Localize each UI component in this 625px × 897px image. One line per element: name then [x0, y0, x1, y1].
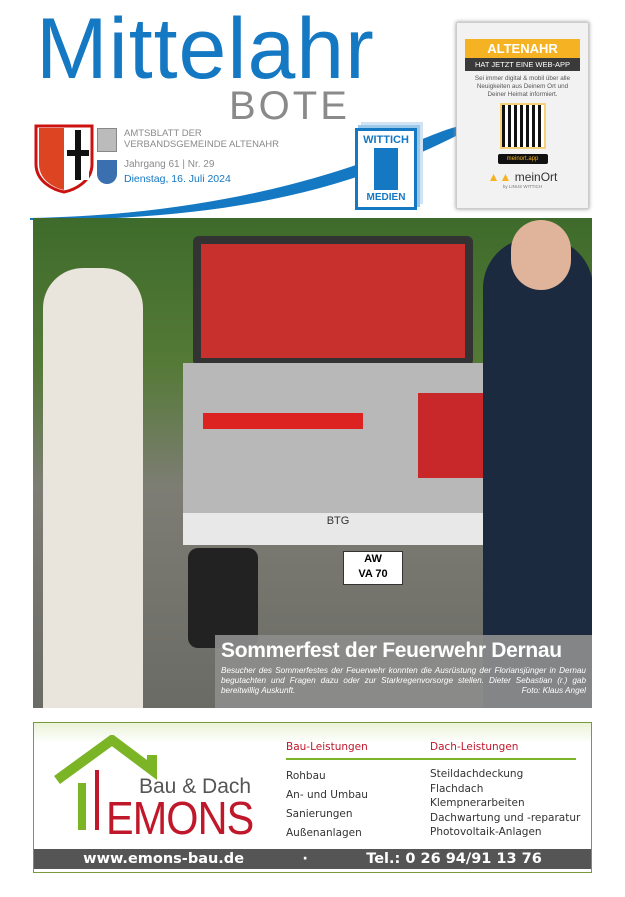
- webapp-promo[interactable]: [456, 22, 589, 209]
- photo-credit: Foto: Klaus Angel: [521, 686, 586, 695]
- meinort-icon: ▲▲: [487, 170, 515, 184]
- masthead-title: Mittelahr: [36, 1, 375, 97]
- service-item: Steildachdeckung: [430, 768, 524, 780]
- crest-icon: [97, 160, 117, 184]
- issue-date: Dienstag, 16. Juli 2024: [124, 173, 231, 185]
- logo-top: Bau & Dach: [139, 775, 252, 798]
- wittich-medien-logo: [355, 128, 417, 210]
- webapp-headline: HAT JETZT EINE WEB-APP: [465, 58, 580, 71]
- publisher-top: WITTICH: [363, 134, 409, 146]
- separator: ·: [302, 851, 308, 867]
- service-item: Außenanlagen: [286, 827, 362, 839]
- issue-number: Jahrgang 61 | Nr. 29: [124, 159, 215, 170]
- coat-of-arms-icon: [34, 124, 94, 194]
- vehicle-drawer: [203, 413, 363, 429]
- service-item: Photovoltaik-Anlagen: [430, 826, 542, 838]
- publisher-bottom: MEDIEN: [366, 192, 406, 203]
- service-item: Klempnerarbeiten: [430, 797, 525, 809]
- caption-text: Besucher des Sommerfestes der Feuerwehr konnten die Ausrüstung der Floriansjünger in Dernau begutachten und Fragen dazu oder zur Starkregenvorsorge stellen. Dieter Sebastian (r.) gab bereitwillig Auskunft.: [221, 666, 586, 695]
- brand-name: meinOrt: [514, 170, 558, 184]
- vehicle-badge: BTG: [183, 513, 493, 545]
- wittich-w-icon: [366, 148, 406, 190]
- caption-headline: Sommerfest der Feuerwehr Dernau: [221, 639, 562, 662]
- person-head: [511, 220, 571, 290]
- logo-main: EMONS: [106, 792, 254, 844]
- webapp-badge[interactable]: meinort.app: [498, 154, 548, 164]
- amtsblatt-label: [124, 128, 279, 150]
- wheel: [188, 548, 258, 648]
- masthead-subtitle: BOTE: [229, 84, 350, 128]
- webapp-place: ALTENAHR: [465, 39, 580, 58]
- service-item: Flachdach: [430, 782, 484, 795]
- photo-caption: [215, 635, 592, 708]
- person: [43, 268, 143, 708]
- service-item: Sanierungen: [286, 808, 353, 820]
- verband-line: VERBANDSGEMEINDE ALTENAHR: [124, 139, 280, 150]
- plate-line: AW: [364, 553, 382, 565]
- service-item: Rohbau: [286, 770, 326, 782]
- qr-code-icon[interactable]: [500, 103, 546, 149]
- bau-leistungen: [286, 741, 426, 843]
- col2-title: Dach-Leistungen: [430, 741, 519, 753]
- amtsblatt-line: AMTSBLATT DER: [124, 128, 202, 139]
- webapp-text: Sei immer digital & mobil über alle Neuigkeiten aus Deinem Ort und Deiner Heimat informiert.: [474, 75, 571, 98]
- service-item: Dachwartung und -reparatur: [430, 811, 581, 824]
- license-plate: [343, 551, 403, 585]
- plate-line: VA 70: [358, 568, 388, 580]
- brand-sub: by LINUS WITTICH: [502, 184, 543, 189]
- vehicle-panel: [193, 236, 473, 366]
- crest-icon: [97, 128, 117, 152]
- phone-number[interactable]: Tel.: 0 26 94/91 13 76: [366, 851, 542, 867]
- vehicle-door: [418, 393, 488, 478]
- brand-logo: [457, 170, 588, 184]
- dach-leistungen: [430, 741, 590, 840]
- emons-advertisement[interactable]: [33, 722, 592, 873]
- website-link[interactable]: www.emons-bau.de: [83, 851, 245, 867]
- contact-bar: [34, 849, 591, 869]
- service-item: An- und Umbau: [286, 789, 368, 801]
- col1-title: Bau-Leistungen: [286, 741, 368, 753]
